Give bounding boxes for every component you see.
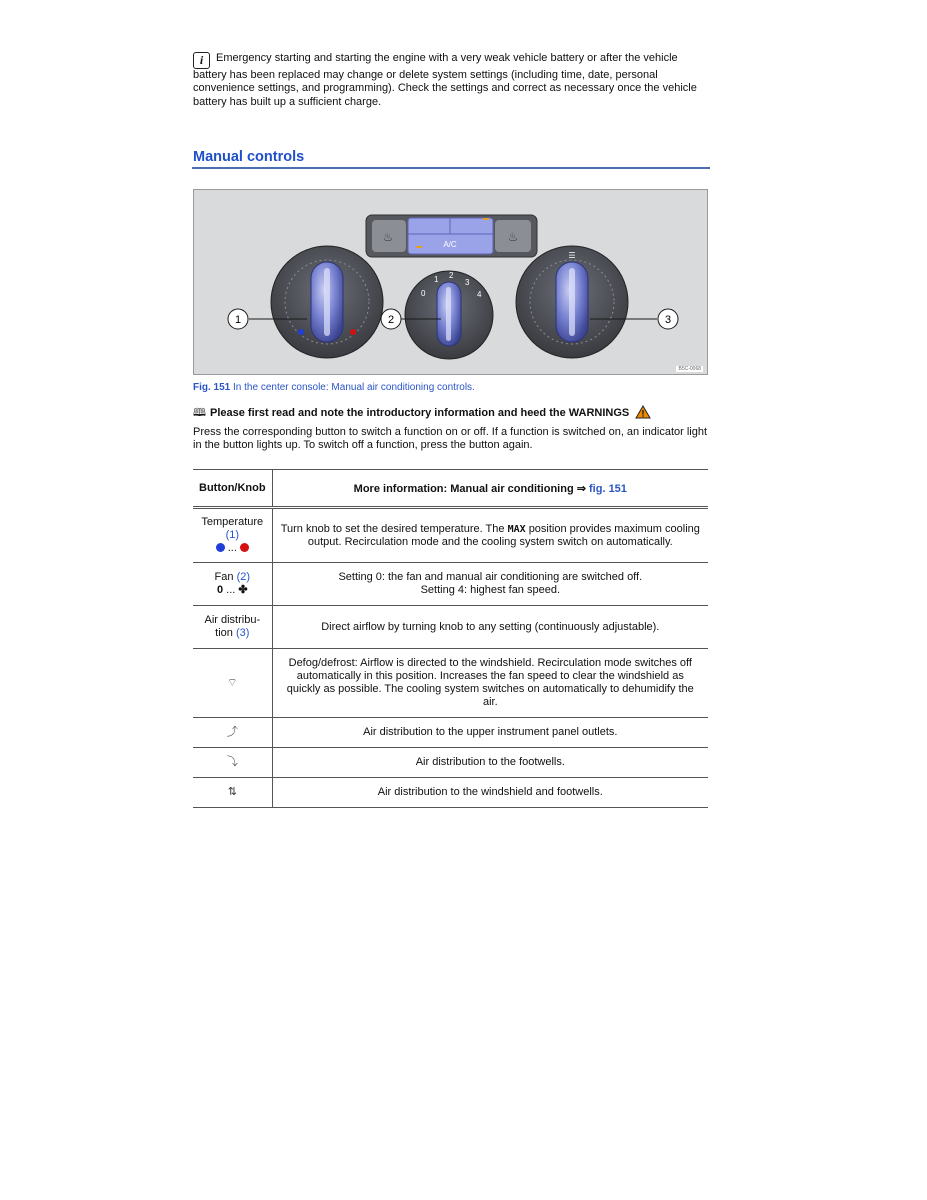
cold-dot-icon (216, 543, 225, 552)
upper-vent-icon: ⤴ (193, 718, 272, 748)
table-row (193, 718, 708, 748)
climate-panel-illustration (194, 190, 708, 375)
figure-code: B5C-0068 (678, 366, 701, 372)
header-more-info (272, 470, 708, 508)
air-distribution-knob (516, 246, 628, 358)
table-row (193, 606, 708, 649)
svg-text:♨: ♨ (382, 230, 394, 244)
table-row (193, 563, 708, 606)
fan-knob (405, 271, 493, 359)
fan-line-1: Setting 0: the fan and manual air conditioning are switched off. (338, 571, 643, 583)
air-ref-link[interactable]: (3) (235, 627, 250, 639)
info-note-text: Emergency starting and starting the engine with a very weak vehicle battery or after the vehicle battery has been replaced may change or delete system settings (including time, date, personal convenience settings, and programming). Check the settings and correct as necessary once the vehicle battery has built up a sufficient charge. (193, 52, 697, 108)
max-label: MAX (507, 523, 526, 535)
button-strip (366, 215, 537, 257)
info-note (193, 52, 708, 109)
callout-1-label: 1 (234, 314, 242, 326)
row-temperature-text (272, 508, 708, 563)
temperature-text-post: position provides maximum cooling output. Recirculation mode and the cooling system switch on automatically. (307, 522, 700, 548)
table-row (193, 778, 708, 808)
temperature-text-pre: Turn knob to set the desired temperature. The (280, 522, 505, 535)
hot-dot-icon (240, 543, 249, 552)
read-note-text: Please first read and note the introductory information and heed the WARNINGS (209, 407, 630, 419)
info-icon: i (193, 52, 210, 69)
section-title: Manual controls (193, 149, 305, 165)
read-note (193, 404, 651, 423)
climate-control-figure (193, 189, 708, 375)
book-icon: 🕮 (193, 407, 206, 419)
air-label-2: tion (215, 627, 233, 639)
figure-caption (193, 382, 475, 393)
table-row (193, 508, 708, 563)
fan-range-sep: ... (226, 584, 236, 596)
section-divider (192, 167, 710, 169)
table-header-row (193, 470, 708, 508)
windshield-defrost-icon: ⌔ (193, 649, 272, 718)
fan-scale-0: 0 (421, 289, 426, 298)
figure-caption-text: In the center console: Manual air conditioning controls. (233, 382, 475, 393)
warning-triangle-icon (635, 405, 651, 419)
controls-table (193, 469, 708, 808)
row-air-text: Direct airflow by turning knob to any setting (continuously adjustable). (272, 606, 708, 649)
fan-line-2: Setting 4: highest fan speed. (420, 584, 561, 596)
ac-button-label: A/C (443, 240, 457, 249)
row-windfoot-text: Air distribution to the windshield and footwells. (272, 778, 708, 808)
row-defrost-text: Defog/defrost: Airflow is directed to the windshield. Recirculation mode switches off automatically in this position. Increases the fan speed to clear the windshield as quickly as possible. The cooling system switches on automatically to dehumidify the air. (272, 649, 708, 718)
intro-text: Press the corresponding button to switch a function on or off. If a function is switched on, an indicator light in the button lights up. To switch off a function, press the button again. (193, 426, 708, 452)
row-fan-label (193, 563, 272, 606)
fan-range (199, 584, 266, 597)
callout-3-label: 3 (664, 314, 672, 326)
fan-scale-2: 2 (449, 271, 454, 280)
fan-ref-link[interactable]: (2) (236, 571, 251, 583)
header-button-knob: Button/Knob (193, 470, 272, 508)
temperature-range (199, 542, 266, 555)
table-row (193, 748, 708, 778)
row-air-label (193, 606, 272, 649)
footwell-icon: ⤵ (193, 748, 272, 778)
temperature-range-sep: ... (227, 542, 237, 554)
temperature-ref-link[interactable]: (1) (225, 529, 240, 541)
fig-151-link[interactable]: fig. 151 (589, 482, 627, 495)
windshield-footwell-icon: ⇅ (193, 778, 272, 808)
table-row (193, 649, 708, 718)
fan-range-start: 0 (216, 584, 224, 596)
fan-scale-4: 4 (477, 290, 482, 299)
row-foot-text: Air distribution to the footwells. (272, 748, 708, 778)
fan-icon: ✤ (238, 584, 248, 596)
row-temperature-label (193, 508, 272, 563)
fan-label: Fan (214, 571, 234, 583)
temperature-knob (271, 246, 383, 358)
temperature-label: Temperature (201, 516, 264, 528)
callout-2-label: 2 (387, 314, 395, 326)
header-more-info-text: More information: Manual air conditioning ⇒ (353, 482, 586, 495)
fan-scale-1: 1 (434, 275, 439, 284)
row-upper-text: Air distribution to the upper instrument panel outlets. (272, 718, 708, 748)
fan-scale-3: 3 (465, 278, 470, 287)
row-fan-text (272, 563, 708, 606)
svg-text:♨: ♨ (507, 230, 519, 244)
svg-text:☰: ☰ (568, 251, 576, 260)
air-label-1: Air distribu- (204, 614, 261, 626)
figure-number: Fig. 151 (193, 382, 231, 393)
